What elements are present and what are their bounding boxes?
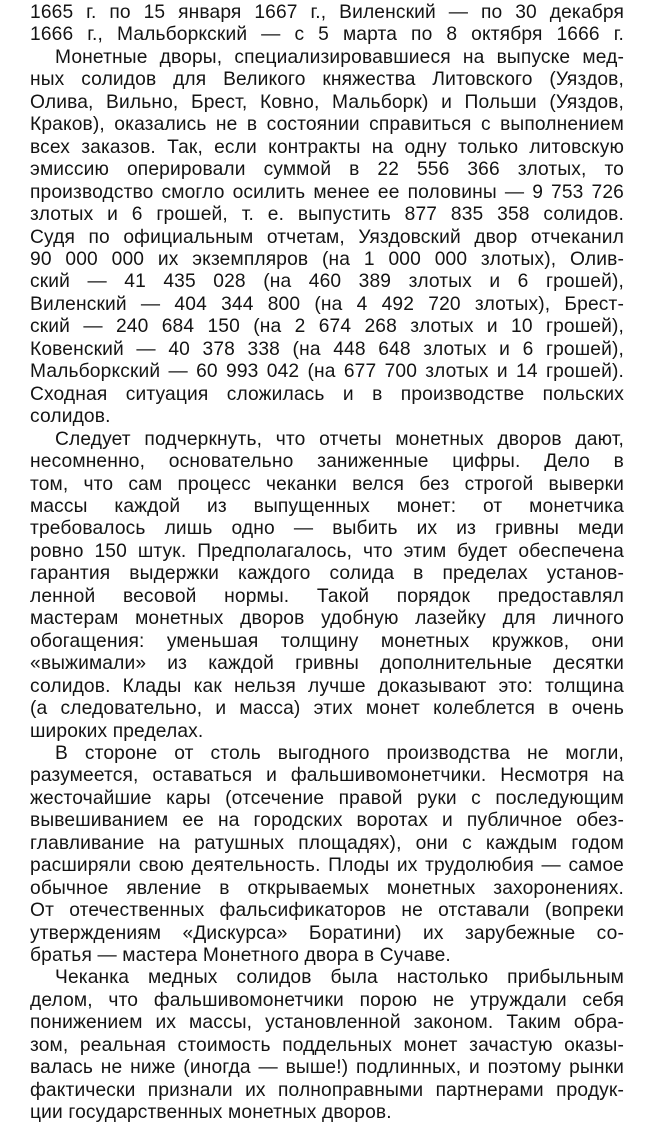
text-line: 90 000 000 их экземпляров (на 1 000 000 злотых), Олив-: [30, 248, 624, 270]
text-line: Монетные дворы, специализировавшиеся на выпуске мед-: [55, 46, 624, 68]
text-line: фактически признали их полноправными партнерами продук-: [30, 1079, 624, 1101]
text-line: Краков), оказались не в состоянии справиться с выполнением: [30, 114, 624, 136]
text-line: 1665 г. по 15 января 1667 г., Виленский — по 30 декабря: [30, 2, 624, 23]
text-line: солидов.: [30, 406, 111, 428]
text-line: обычное явление в открываемых монетных захоронениях.: [30, 877, 624, 899]
page-body: [30, 2, 624, 1125]
text-line: Олива, Вильно, Брест, Ковно, Мальборк) и Польши (Уяздов,: [30, 91, 624, 113]
text-line: 1666 г., Мальборкский — с 5 марта по 8 октября 1666 г.: [30, 24, 624, 46]
text-line: Ковенский — 40 378 338 (на 448 648 злотых и 6 грошей),: [30, 338, 624, 360]
text-line: Судя по официальным отчетам, Уяздовский двор отчеканил: [30, 226, 624, 248]
text-line: братья — мастера Монетного двора в Сучаве.: [30, 945, 451, 967]
text-line: производство смогло осилить менее ее половины — 9 753 726: [30, 181, 624, 203]
text-line: массы каждой из выпущенных монет: от монетчика: [30, 495, 624, 517]
text-line: «выжимали» из каждой гривны дополнительные десятки: [30, 653, 624, 675]
text-line: главливание на ратушных площадях), они с каждым годом: [30, 832, 624, 854]
text-line: том, что сам процесс чеканки велся без строгой выверки: [30, 473, 624, 495]
paragraph-5: [30, 967, 624, 1124]
text-line: В стороне от столь выгодного производства не могли,: [55, 742, 624, 764]
text-line: обогащения: уменьшая толщину монетных кружков, они: [30, 630, 624, 652]
text-line: Следует подчеркнуть, что отчеты монетных дворов дают,: [55, 428, 624, 450]
text-line: требовалось лишь одно — выбить их из гривны меди: [30, 518, 624, 540]
text-line: злотых и 6 грошей, т. е. выпустить 877 835 358 солидов.: [30, 204, 624, 226]
text-line: ных солидов для Великого княжества Литовского (Уяздов,: [30, 69, 624, 91]
text-line: утверждениям «Дискурса» Боратини) их зарубежные со-: [30, 922, 624, 944]
text-line: солидов. Клады как нельзя лучше доказывают это: толщина: [30, 675, 624, 697]
text-line: несомненно, основательно заниженные цифры. Дело в: [30, 451, 624, 473]
text-line: делом, что фальшивомонетчики порою не утруждали себя: [30, 989, 624, 1011]
text-line: ции государственных монетных дворов.: [30, 1102, 392, 1124]
paragraph-3: [30, 429, 624, 743]
text-line: зом, реальная стоимость поддельных монет зачастую оказы-: [30, 1034, 624, 1056]
text-line: гарантия выдержки каждого солида в пределах установ-: [30, 563, 624, 585]
text-line: широких пределах.: [30, 720, 204, 742]
paragraph-1: [30, 2, 624, 47]
text-line: Виленский — 404 344 800 (на 4 492 720 злотых), Брест-: [30, 293, 624, 315]
text-line: вывешиванием ее на городских воротах и публичное обез-: [30, 810, 624, 832]
text-line: От отечественных фальсификаторов не отставали (вопреки: [30, 900, 624, 922]
text-line: разумеется, оставаться и фальшивомонетчики. Несмотря на: [30, 765, 624, 787]
paragraph-2: [30, 47, 624, 429]
text-line: понижением их массы, установленной законом. Таким обра-: [30, 1012, 624, 1034]
text-line: ский — 240 684 150 (на 2 674 268 злотых и 10 грошей),: [30, 316, 624, 338]
text-line: жесточайшие кары (отсечение правой руки с последующим: [30, 787, 624, 809]
text-line: (а следовательно, и масса) этих монет колеблется в очень: [30, 698, 624, 720]
text-line: всех заказов. Так, если контракты на одну только литовскую: [30, 136, 624, 158]
text-line: ский — 41 435 028 (на 460 389 злотых и 6 грошей),: [30, 271, 624, 293]
text-line: эмиссию оперировали суммой в 22 556 366 злотых, то: [30, 159, 624, 181]
paragraph-4: [30, 743, 624, 968]
text-line: Чеканка медных солидов была настолько прибыльным: [55, 967, 624, 989]
text-line: расширяли свою деятельность. Плоды их трудолюбия — самое: [30, 855, 624, 877]
text-line: ленной весовой нормы. Такой порядок предоставлял: [30, 585, 624, 607]
text-line: Сходная ситуация сложилась и в производстве польских: [30, 383, 624, 405]
text-line: ровно 150 штук. Предполагалось, что этим будет обеспечена: [30, 540, 624, 562]
text-line: мастерам монетных дворов удобную лазейку для личного: [30, 608, 624, 630]
text-line: валась не ниже (иногда — выше!) подлинных, и поэтому рынки: [30, 1057, 624, 1079]
text-line: Мальборкский — 60 993 042 (на 677 700 злотых и 14 грошей).: [30, 361, 624, 383]
